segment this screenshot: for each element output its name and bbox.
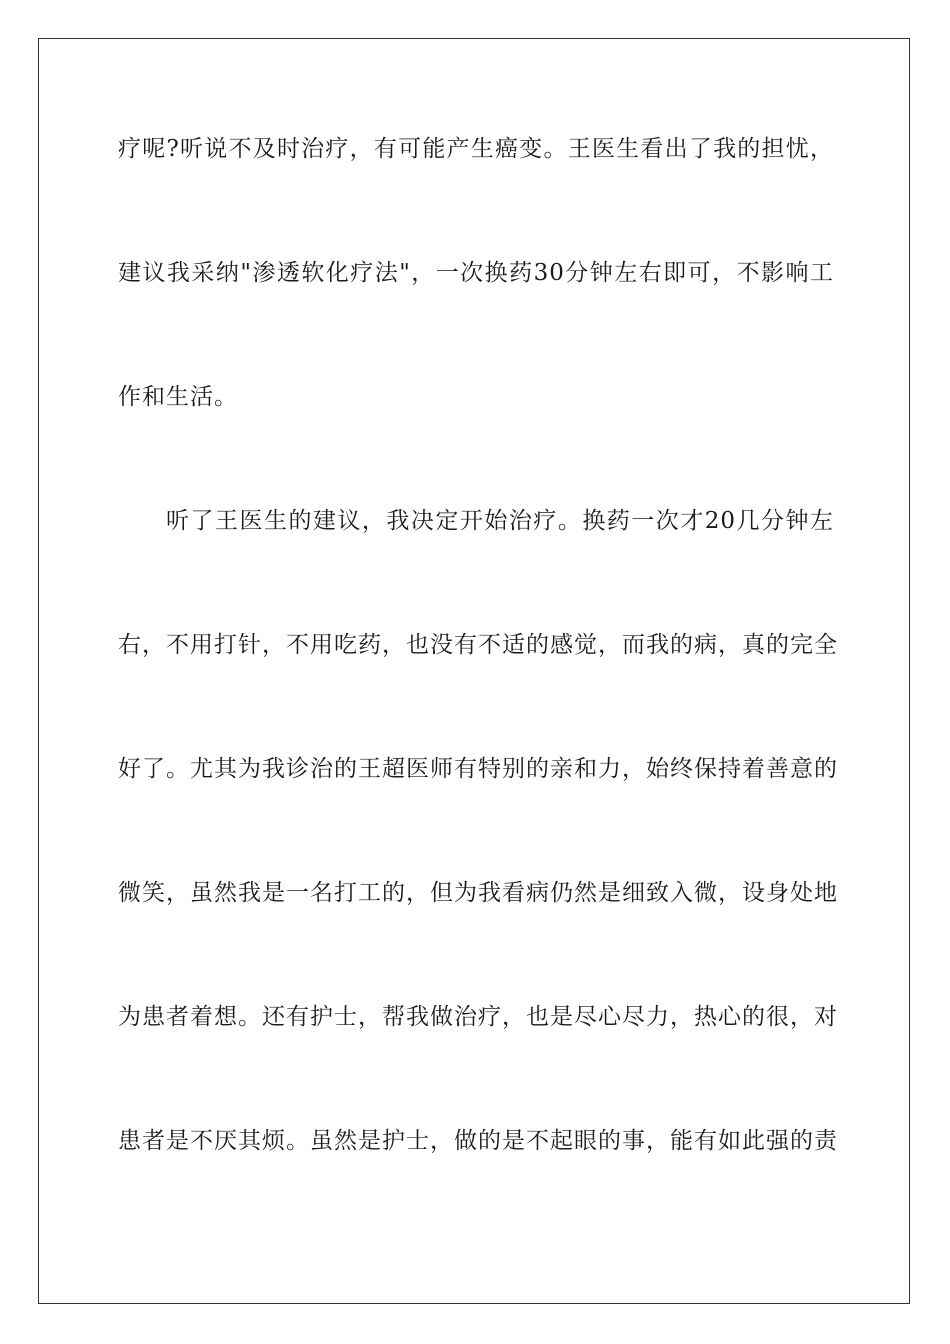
text-line-5: 右，不用打针，不用吃药，也没有不适的感觉，而我的病，真的完全 (118, 632, 838, 658)
paragraph-start-line: 听了王医生的建议，我决定开始治疗。换药一次才20几分钟左 (166, 508, 834, 534)
text-line-7: 微笑，虽然我是一名打工的，但为我看病仍然是细致入微，设身处地 (118, 880, 838, 906)
text-line-8: 为患者着想。还有护士，帮我做治疗，也是尽心尽力，热心的很，对 (118, 1004, 838, 1030)
page-border (38, 38, 910, 1304)
text-line-1: 疗呢?听说不及时治疗，有可能产生癌变。王医生看出了我的担忧， (118, 136, 834, 162)
text-line-2: 建议我采纳"渗透软化疗法"，一次换药30分钟左右即可，不影响工 (118, 260, 834, 286)
text-line-3: 作和生活。 (118, 384, 238, 410)
text-line-9: 患者是不厌其烦。虽然是护士，做的是不起眼的事，能有如此强的责 (118, 1128, 838, 1154)
text-line-6: 好了。尤其为我诊治的王超医师有特别的亲和力，始终保持着善意的 (118, 756, 838, 782)
